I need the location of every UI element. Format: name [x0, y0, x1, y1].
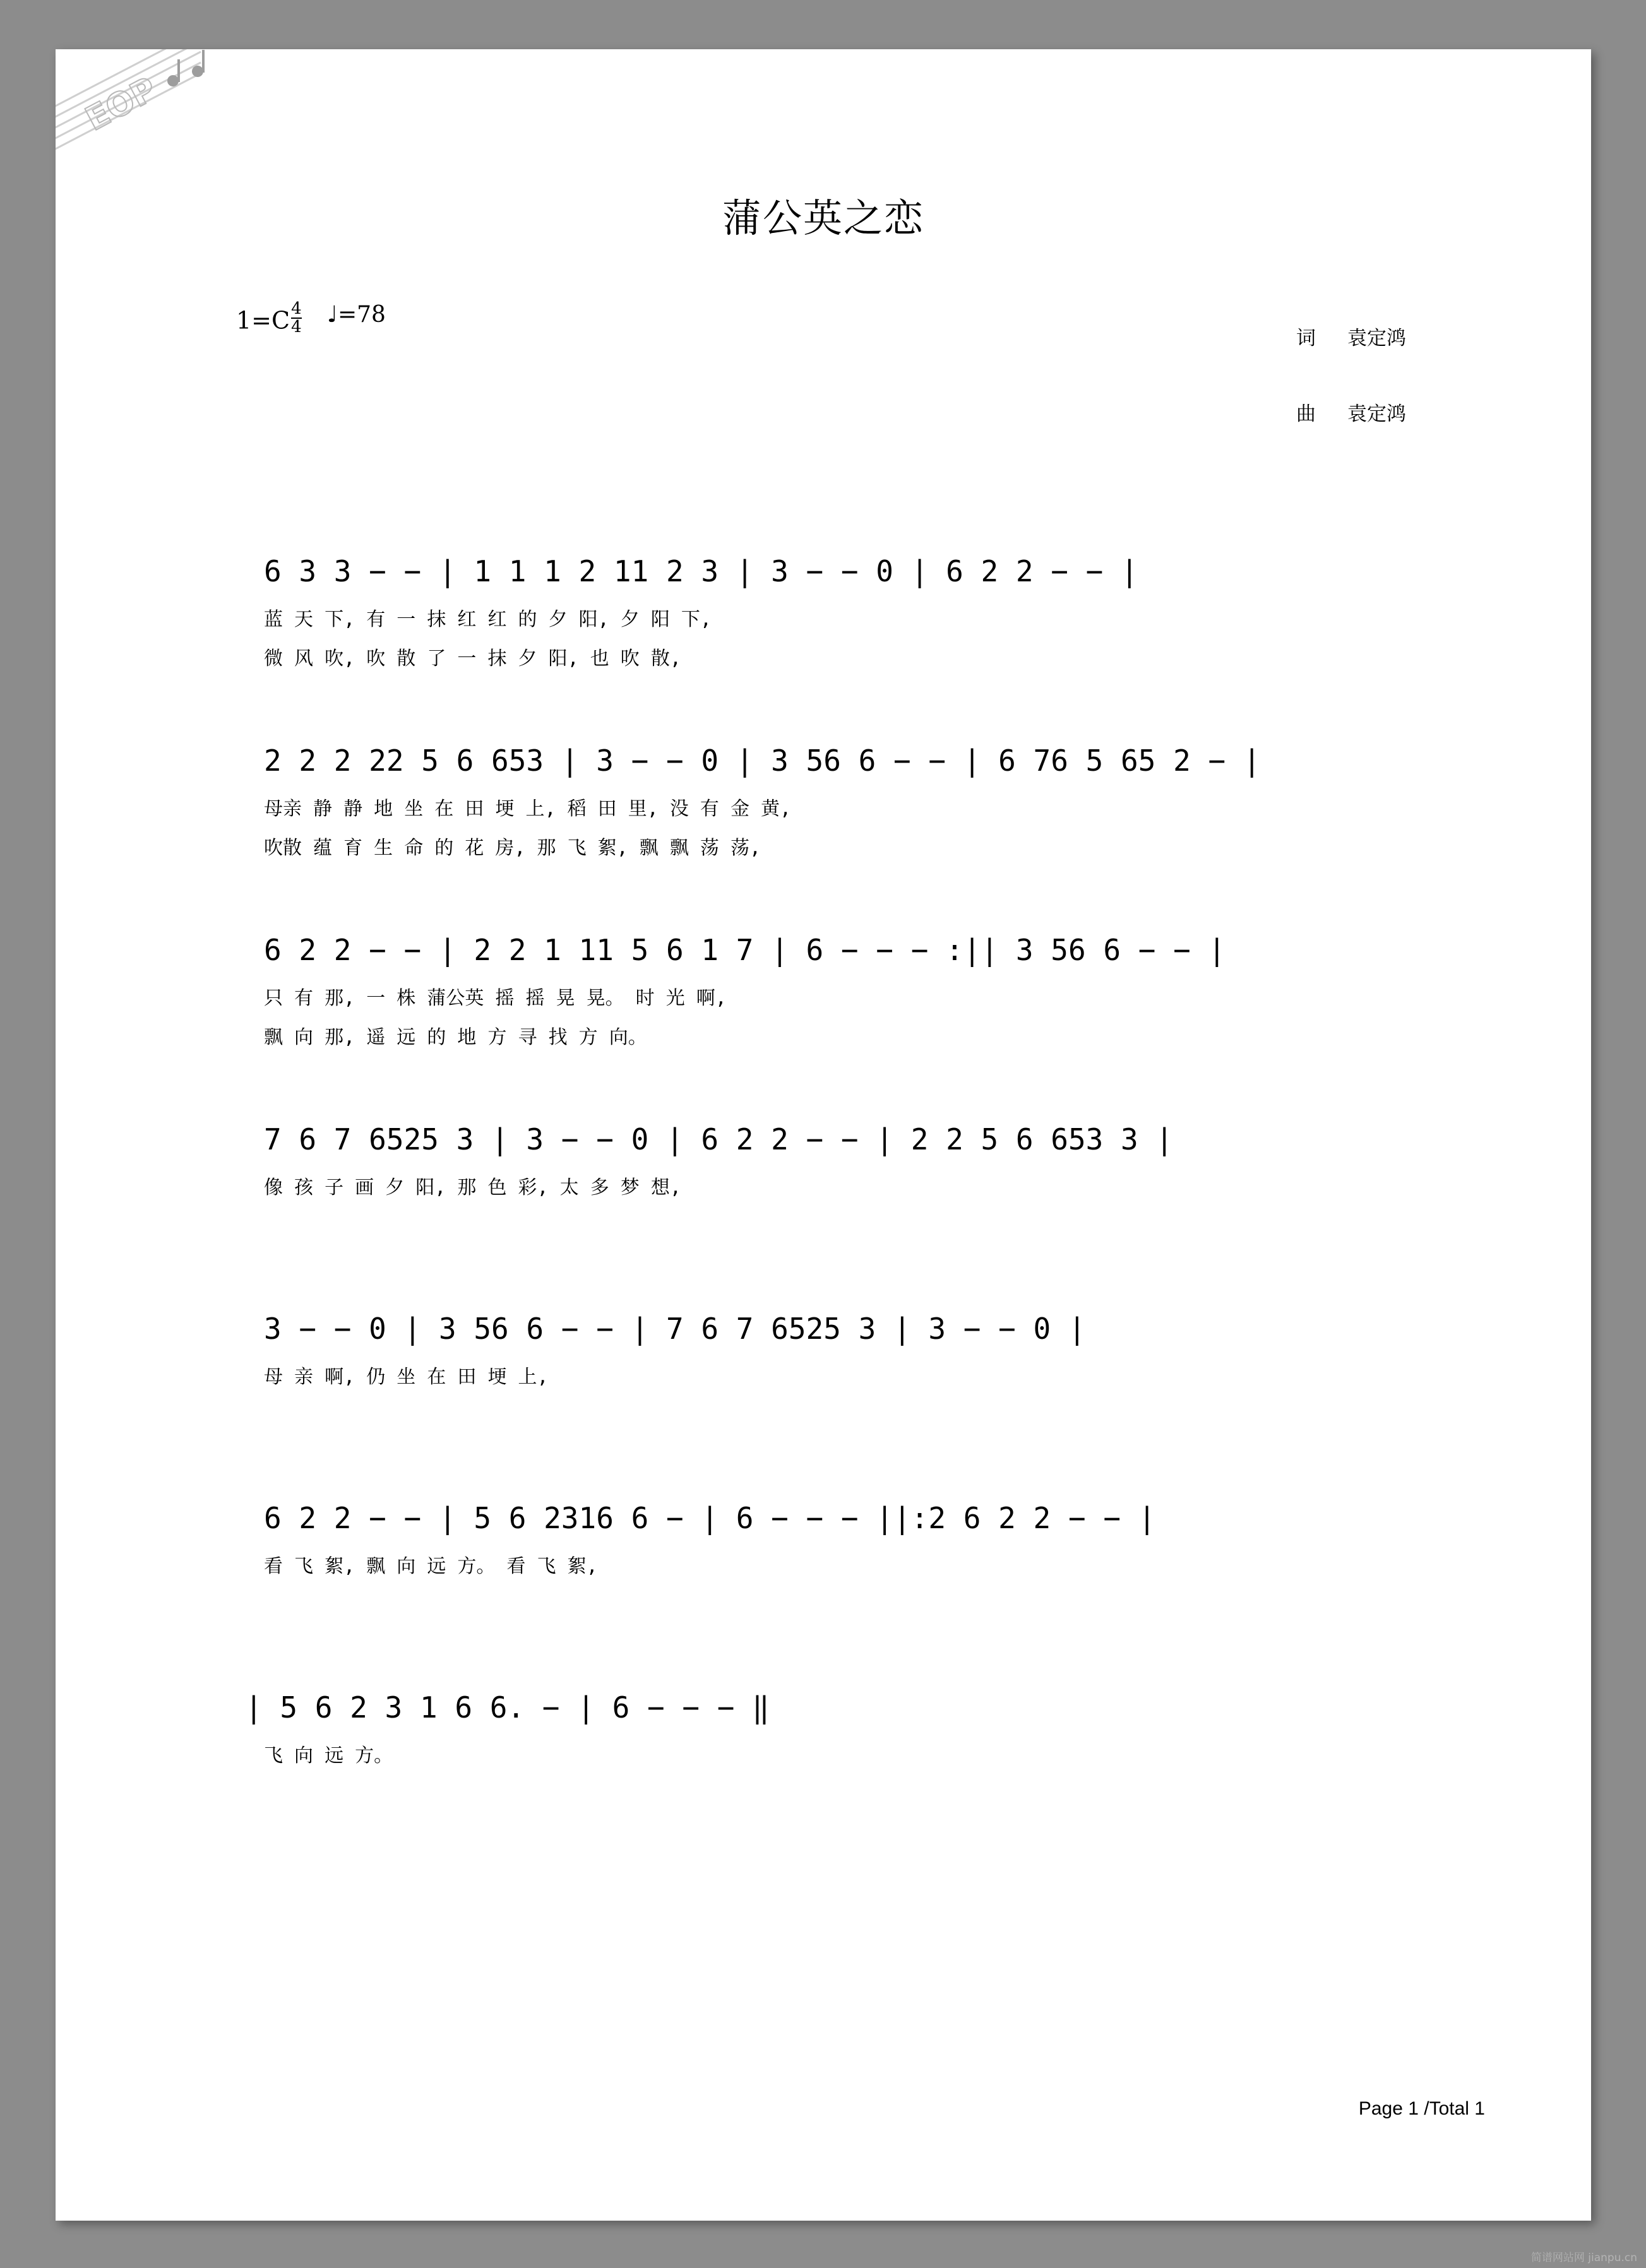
- composer-credit: [1296, 398, 1406, 426]
- note-row: 6 3 3 − − | 1 1 1 2 11 2 3 | 3 − − 0 | 6 2 2 − − |: [264, 554, 1138, 588]
- page-title: 蒲公英之恋: [722, 195, 924, 241]
- note-row: 7 6 7 6525 3 | 3 − − 0 | 6 2 2 − − | 2 2 5 6 653 3 |: [264, 1122, 1174, 1156]
- lyric-line: 像 孩 子 画 夕 阳, 那 色 彩, 太 多 梦 想,: [264, 1177, 681, 1199]
- time-signature-denominator: 4: [291, 318, 302, 337]
- note-row: 6 2 2 − − | 2 2 1 11 5 6 1 7 | 6 − − − :|| 3 56 6 − − |: [264, 933, 1226, 967]
- note-row: 3 − − 0 | 3 56 6 − − | 7 6 7 6525 3 | 3 − − 0 |: [264, 1312, 1086, 1346]
- note-row: 6 2 2 − − | 5 6 2316 6 − | 6 − − − ||:2 6 2 2 − − |: [264, 1501, 1156, 1535]
- svg-text:EOP: EOP: [79, 70, 164, 139]
- composer-role: 曲: [1296, 403, 1316, 425]
- lyric-line: 吹散 蕴 育 生 命 的 花 房, 那 飞 絮, 飘 飘 荡 荡,: [264, 837, 761, 859]
- eop-watermark-logo: [56, 49, 232, 194]
- lyric-line: 蓝 天 下, 有 一 抹 红 红 的 夕 阳, 夕 阳 下,: [264, 609, 712, 631]
- note-row: | 5 6 2 3 1 6 6. − | 6 − − − ‖: [245, 1690, 770, 1725]
- sheet-music-page: [56, 49, 1591, 2221]
- time-signature: [291, 300, 302, 336]
- lyric-line: 飞 向 远 方。: [264, 1745, 393, 1767]
- lyricist-credit: [1296, 322, 1406, 350]
- time-signature-numerator: 4: [291, 299, 302, 318]
- tempo-marking: ♩=78: [327, 302, 386, 328]
- lyricist-name: 袁定鸿: [1347, 327, 1406, 350]
- page-number: Page 1 /Total 1: [1358, 2098, 1485, 2119]
- key-signature-text: 1=C: [236, 306, 290, 335]
- note-row: 2 2 2 22 5 6 653 | 3 − − 0 | 3 56 6 − − | 6 76 5 65 2 − |: [264, 744, 1261, 778]
- lyricist-role: 词: [1296, 327, 1316, 350]
- lyric-line: 看 飞 絮, 飘 向 远 方。 看 飞 絮,: [264, 1555, 598, 1577]
- lyric-line: 母亲 静 静 地 坐 在 田 埂 上, 稻 田 里, 没 有 金 黄,: [264, 798, 792, 820]
- lyric-line: 微 风 吹, 吹 散 了 一 抹 夕 阳, 也 吹 散,: [264, 648, 681, 670]
- composer-name: 袁定鸿: [1347, 403, 1406, 425]
- site-watermark: 简谱网站网 jianpu.cn: [1530, 2252, 1637, 2264]
- lyric-line: 母 亲 啊, 仍 坐 在 田 埂 上,: [264, 1366, 549, 1388]
- key-signature: [236, 300, 302, 336]
- lyric-line: 只 有 那, 一 株 蒲公英 摇 摇 晃 晃。 时 光 啊,: [264, 987, 727, 1009]
- lyric-line: 飘 向 那, 遥 远 的 地 方 寻 找 方 向。: [264, 1026, 647, 1048]
